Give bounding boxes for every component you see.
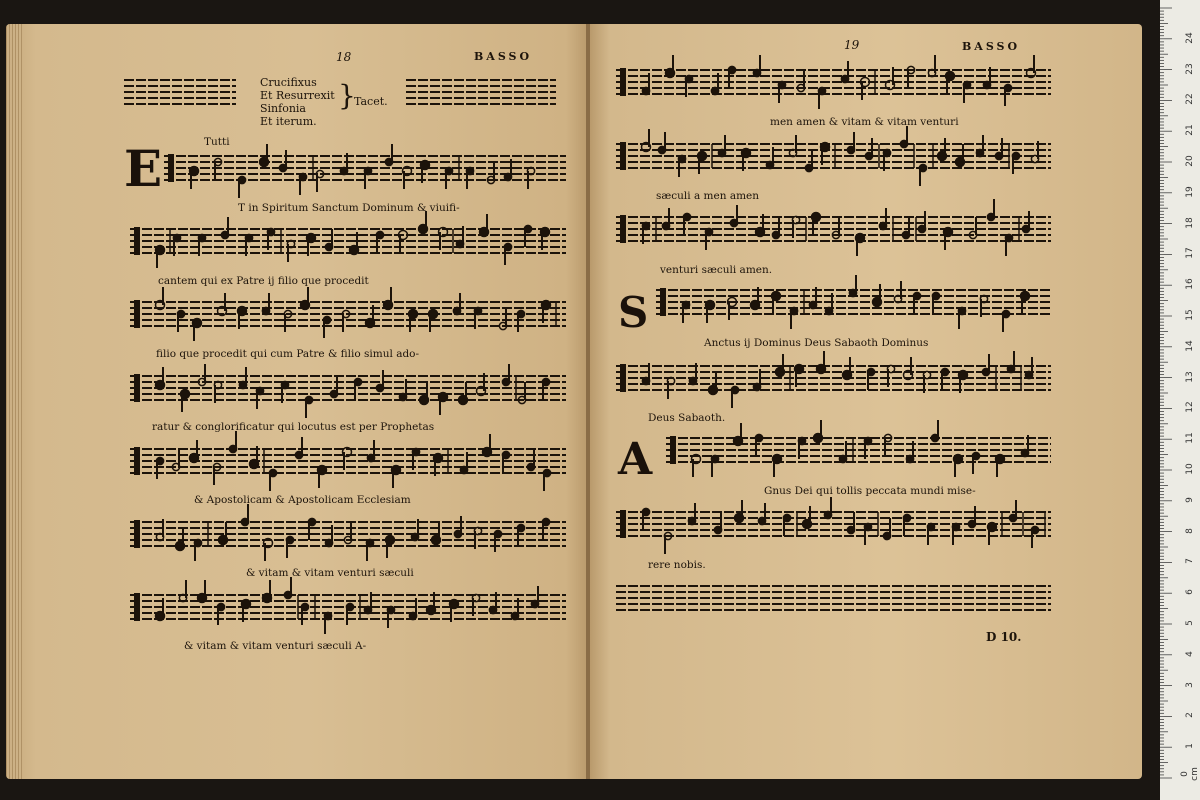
- lyric-line: rere nobis.: [648, 559, 706, 571]
- tacet-line-2: Et Resurrexit: [260, 89, 335, 102]
- tacet-line-4: Et iterum.: [260, 115, 317, 128]
- staff: [130, 364, 566, 418]
- staff: [616, 351, 1051, 408]
- left-page-header: BASSO: [474, 50, 533, 63]
- initial-letter-e: E: [124, 139, 163, 198]
- right-page-header: BASSO: [962, 40, 1021, 53]
- tacet-line-1: Crucifixus: [260, 76, 317, 89]
- lyric-line: Deus Sabaoth.: [648, 412, 726, 424]
- staff: [616, 497, 1051, 554]
- measurement-ruler: [1160, 0, 1200, 800]
- lyric-line: & vitam & vitam venturi sæculi: [246, 567, 414, 579]
- ruler-number: 5: [1185, 620, 1195, 626]
- ruler-number: 13: [1185, 370, 1195, 383]
- ruler-number: 1: [1185, 743, 1195, 750]
- left-page-number: 18: [336, 50, 352, 64]
- ruler-number: 14: [1185, 340, 1195, 352]
- staff: [130, 287, 566, 341]
- lyric-line: venturi sæculi amen.: [660, 264, 773, 276]
- ruler-number: 21: [1185, 124, 1195, 136]
- tutti-label: Tutti: [204, 136, 230, 148]
- lyric-line: & Apostolicam & Apostolicam Ecclesiam: [194, 494, 411, 506]
- ruler-number: 9: [1185, 496, 1195, 503]
- staff: [130, 211, 566, 268]
- ruler-number: 8: [1185, 527, 1195, 534]
- ruler-number: 4: [1185, 650, 1195, 657]
- ruler-number: 11: [1185, 432, 1195, 444]
- staff-empty: [616, 586, 1051, 610]
- lyric-line: & vitam & vitam venturi sæculi A-: [184, 640, 367, 652]
- lyric-line: men amen & vitam & vitam venturi: [770, 116, 959, 128]
- lyric-line: Gnus Dei qui tollis peccata mundi mise-: [764, 485, 976, 497]
- ruler-number: 16: [1185, 278, 1195, 290]
- ruler-number: 20: [1185, 155, 1195, 167]
- lyric-line: Anctus ij Dominus Deus Sabaoth Dominus: [704, 337, 929, 349]
- staff-empty-short: [124, 80, 236, 104]
- staff-empty-short: [406, 80, 556, 104]
- initial-letter-s: S: [618, 288, 649, 337]
- staff: [130, 504, 566, 561]
- tacet-line-3: Sinfonia: [260, 102, 306, 115]
- ruler-number: 18: [1185, 216, 1195, 229]
- tacet-bracket: }: [338, 79, 356, 112]
- ruler-number: 2: [1185, 712, 1195, 719]
- ruler-number: 3: [1185, 681, 1195, 688]
- staff: [130, 577, 566, 634]
- lyric-line: ratur & conglorificatur qui locutus est per Prophetas: [152, 421, 435, 433]
- staff: [616, 126, 1051, 186]
- staff: [130, 431, 566, 491]
- lyric-line: cantem qui ex Patre ij filio que procedit: [158, 275, 369, 287]
- ruler-number: 24: [1185, 32, 1195, 44]
- initial-letter-a: A: [618, 434, 653, 485]
- staff: [616, 55, 1051, 109]
- right-page-number: 19: [844, 38, 860, 52]
- ruler-number: 22: [1185, 93, 1195, 106]
- signature-mark: D 10.: [986, 630, 1022, 644]
- ruler-number: 23: [1185, 62, 1195, 75]
- ruler-number: 10: [1185, 463, 1195, 475]
- music-staves: [6, 24, 1142, 779]
- staff: [164, 144, 566, 198]
- lyric-line: filio que procedit qui cum Patre & filio simul ado-: [156, 348, 420, 360]
- lyric-line: sæculi a men amen: [656, 190, 760, 202]
- ruler-number: 17: [1185, 247, 1195, 260]
- ruler-number: 6: [1185, 589, 1195, 596]
- ruler-number: 12: [1185, 401, 1195, 414]
- lyric-line: T in Spiritum Sanctum Dominum & viuifi-: [238, 202, 460, 214]
- open-book: [6, 24, 1142, 779]
- staff: [656, 275, 1051, 332]
- staff: [616, 199, 1051, 256]
- ruler-number: 15: [1185, 309, 1195, 321]
- ruler-number: 7: [1185, 558, 1195, 565]
- ruler-unit-label: 0 cm: [1180, 767, 1200, 781]
- ruler-number: 19: [1185, 186, 1195, 198]
- tacet-label: Tacet.: [354, 95, 388, 108]
- staff: [666, 420, 1051, 477]
